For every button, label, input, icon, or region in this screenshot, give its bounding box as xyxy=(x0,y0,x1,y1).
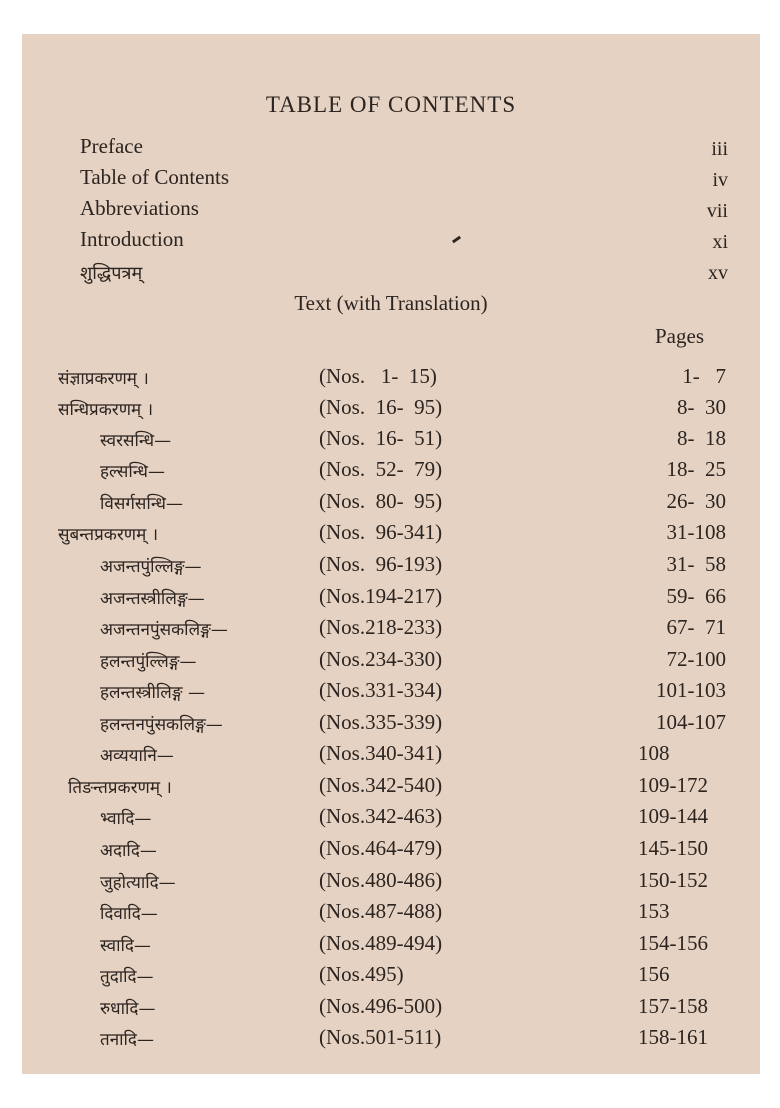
toc-page-range: 31-108 xyxy=(666,520,726,544)
toc-section-title: स्वादि— xyxy=(100,936,151,956)
toc-entry-row xyxy=(22,868,760,899)
front-matter-page: iii xyxy=(711,138,728,160)
toc-sutra-range: (Nos.218-233) xyxy=(319,615,443,639)
toc-section-title: हलन्तनपुंसकलिङ्ग— xyxy=(100,715,223,735)
toc-sutra-range: (Nos.489-494) xyxy=(319,931,443,955)
toc-entry-row xyxy=(22,962,760,993)
toc-sutra-range: (Nos.194-217) xyxy=(319,584,443,608)
toc-page-range: 157-158 xyxy=(638,994,708,1018)
toc-entry-row xyxy=(22,395,760,426)
toc-entry-row xyxy=(22,1025,760,1056)
toc-sutra-range: (Nos.331-334) xyxy=(319,678,443,702)
toc-entry-row xyxy=(22,647,760,678)
toc-page-range: 153 xyxy=(638,899,670,923)
toc-section-title: विसर्गसन्धि— xyxy=(100,494,183,514)
toc-entry-row xyxy=(22,552,760,583)
toc-sutra-range: (Nos.495) xyxy=(319,962,404,986)
front-matter-page: iv xyxy=(712,169,728,191)
front-matter-label: शुद्धिपत्रम् xyxy=(80,263,143,284)
toc-section-title: सुबन्तप्रकरणम् । xyxy=(58,525,159,545)
toc-entry-row xyxy=(22,773,760,804)
toc-page-range: 104-107 xyxy=(656,710,726,734)
toc-sutra-range: (Nos. 96-341) xyxy=(319,520,443,544)
toc-page-range: 156 xyxy=(638,962,670,986)
toc-page-range: 1- 7 xyxy=(682,364,726,388)
front-matter-page: xv xyxy=(708,262,728,284)
front-matter-page: xi xyxy=(712,231,728,253)
toc-section-title: अजन्तनपुंसकलिङ्ग— xyxy=(100,620,228,640)
toc-sutra-range: (Nos.496-500) xyxy=(319,994,443,1018)
toc-sutra-range: (Nos.487-488) xyxy=(319,899,443,923)
toc-entry-row xyxy=(22,741,760,772)
toc-page-range: 158-161 xyxy=(638,1025,708,1049)
front-matter-row xyxy=(80,134,728,162)
toc-entry-row xyxy=(22,931,760,962)
toc-section-title: हल्सन्धि— xyxy=(100,462,165,482)
toc-sutra-range: (Nos. 16- 95) xyxy=(319,395,443,419)
toc-sutra-range: (Nos.340-341) xyxy=(319,741,443,765)
front-matter-label: Abbreviations xyxy=(80,196,199,220)
page-title: TABLE OF CONTENTS xyxy=(265,92,517,117)
toc-sutra-range: (Nos. 80- 95) xyxy=(319,489,443,513)
toc-section-title: तिङन्तप्रकरणम् । xyxy=(68,778,172,798)
toc-section-title: संज्ञाप्रकरणम् । xyxy=(58,369,149,389)
toc-entry-row xyxy=(22,836,760,867)
toc-sutra-range: (Nos. 1- 15) xyxy=(319,364,437,388)
front-matter-label: Introduction xyxy=(80,227,184,251)
section-subheading: Text (with Translation) xyxy=(294,291,488,315)
toc-entry-row xyxy=(22,615,760,646)
toc-sutra-range: (Nos.342-540) xyxy=(319,773,443,797)
front-matter-row xyxy=(80,165,728,193)
toc-section-title: तुदादि— xyxy=(100,967,154,987)
toc-page-range: 145-150 xyxy=(638,836,708,860)
toc-section-title: तनादि— xyxy=(100,1030,154,1050)
front-matter-page: vii xyxy=(706,200,728,222)
toc-entry-row xyxy=(22,584,760,615)
toc-page-range: 18- 25 xyxy=(666,457,726,481)
toc-entry-row xyxy=(22,489,760,520)
toc-page-range: 72-100 xyxy=(666,647,726,671)
toc-entry-row xyxy=(22,899,760,930)
toc-page-range: 154-156 xyxy=(638,931,708,955)
toc-entry-row xyxy=(22,364,760,395)
toc-section-title: हलन्तस्त्रीलिङ्ग — xyxy=(100,683,205,703)
toc-page-range: 8- 30 xyxy=(677,395,726,419)
toc-entry-row xyxy=(22,678,760,709)
toc-section-title: अजन्तपुंल्लिङ्ग— xyxy=(100,557,202,577)
toc-section-title: सन्धिप्रकरणम् । xyxy=(58,400,154,420)
front-matter-label: Table of Contents xyxy=(80,165,229,189)
toc-sutra-range: (Nos. 16- 51) xyxy=(319,426,443,450)
toc-page-range: 8- 18 xyxy=(677,426,726,450)
front-matter-row xyxy=(80,227,728,255)
toc-page-range: 109-144 xyxy=(638,804,708,828)
book-page xyxy=(22,34,760,1074)
toc-entry-row xyxy=(22,426,760,457)
toc-page-range: 150-152 xyxy=(638,868,708,892)
toc-page-range: 109-172 xyxy=(638,773,708,797)
toc-section-title: अव्ययानि— xyxy=(100,746,174,766)
toc-sutra-range: (Nos. 52- 79) xyxy=(319,457,443,481)
toc-section-title: जुहोत्यादि— xyxy=(100,873,176,893)
toc-sutra-range: (Nos.480-486) xyxy=(319,868,443,892)
toc-entry-row xyxy=(22,804,760,835)
toc-entry-row xyxy=(22,457,760,488)
toc-section-title: दिवादि— xyxy=(100,904,158,924)
toc-section-title: अजन्तस्त्रीलिङ्ग— xyxy=(100,589,205,609)
toc-sutra-range: (Nos.464-479) xyxy=(319,836,443,860)
toc-section-title: भ्वादि— xyxy=(100,809,152,829)
toc-entry-row xyxy=(22,710,760,741)
toc-page-range: 101-103 xyxy=(656,678,726,702)
pages-column-header: Pages xyxy=(655,324,704,348)
toc-sutra-range: (Nos.234-330) xyxy=(319,647,443,671)
toc-section-title: अदादि— xyxy=(100,841,157,861)
front-matter-label: Preface xyxy=(80,134,143,158)
toc-page-range: 108 xyxy=(638,741,670,765)
front-matter-row xyxy=(80,196,728,224)
toc-page-range: 59- 66 xyxy=(666,584,726,608)
toc-entry-row xyxy=(22,520,760,551)
toc-page-range: 26- 30 xyxy=(666,489,726,513)
toc-sutra-range: (Nos.501-511) xyxy=(319,1025,442,1049)
toc-section-title: रुधादि— xyxy=(100,999,156,1019)
toc-sutra-range: (Nos.342-463) xyxy=(319,804,443,828)
toc-section-title: हलन्तपुंल्लिङ्ग— xyxy=(100,652,197,672)
front-matter-row xyxy=(80,258,728,286)
toc-sutra-range: (Nos. 96-193) xyxy=(319,552,443,576)
toc-section-title: स्वरसन्धि— xyxy=(100,431,172,451)
toc-page-range: 67- 71 xyxy=(666,615,726,639)
toc-sutra-range: (Nos.335-339) xyxy=(319,710,443,734)
toc-entry-row xyxy=(22,994,760,1025)
toc-page-range: 31- 58 xyxy=(666,552,726,576)
